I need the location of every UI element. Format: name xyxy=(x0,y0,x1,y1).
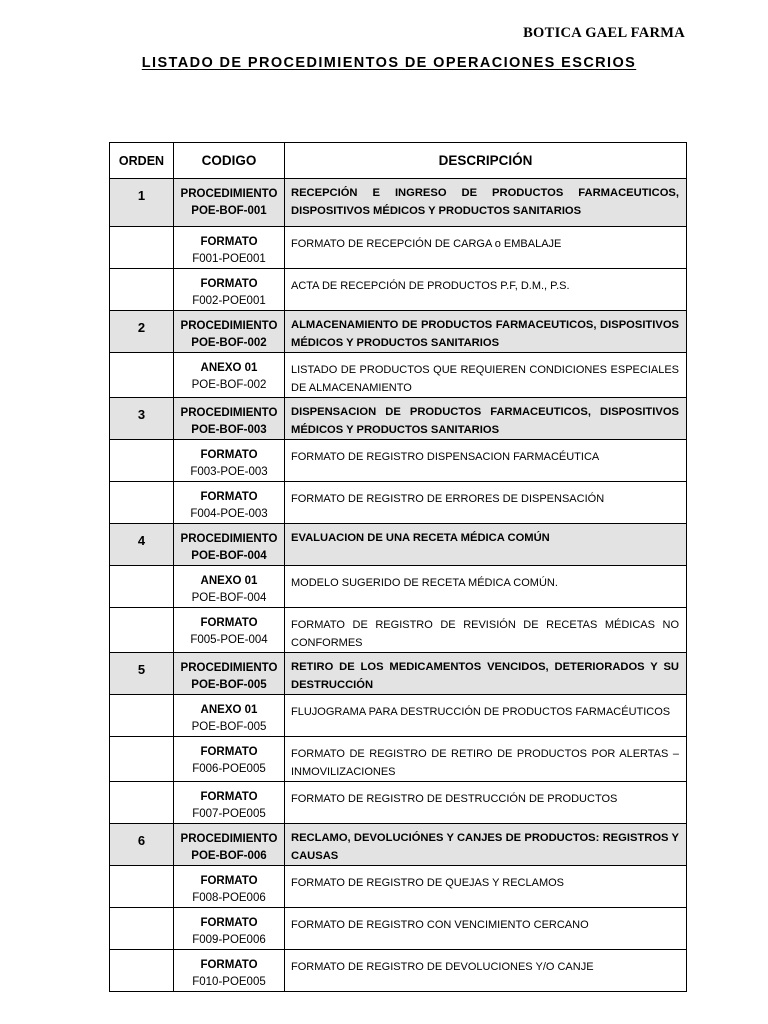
document-row xyxy=(110,608,687,653)
codigo-cell xyxy=(174,269,285,311)
orden-cell xyxy=(110,695,174,737)
code-type: PROCEDIMIENTO xyxy=(180,188,278,200)
orden-cell xyxy=(110,269,174,311)
descripcion-cell: EVALUACION DE UNA RECETA MÉDICA COMÚN xyxy=(285,524,687,566)
descripcion-cell: LISTADO DE PRODUCTOS QUE REQUIEREN CONDICIONES ESPECIALES DE ALMACENAMIENTO xyxy=(285,353,687,398)
code-type: ANEXO 01 xyxy=(200,704,258,716)
code-id: F003-POE-003 xyxy=(190,466,268,478)
codigo-cell xyxy=(174,653,285,695)
document-row xyxy=(110,353,687,398)
procedure-row xyxy=(110,824,687,866)
column-header-orden: ORDEN xyxy=(110,143,174,179)
codigo-cell xyxy=(174,482,285,524)
code-type: PROCEDIMIENTO xyxy=(180,662,278,674)
descripcion-cell: DISPENSACION DE PRODUCTOS FARMACEUTICOS, DISPOSITIVOS MÉDICOS Y PRODUCTOS SANITARIOS xyxy=(285,398,687,440)
code-id: F010-POE005 xyxy=(192,976,266,988)
orden-cell xyxy=(110,482,174,524)
orden-cell: 2 xyxy=(110,311,174,353)
procedure-row xyxy=(110,524,687,566)
codigo-cell xyxy=(174,179,285,227)
code-id: POE-BOF-003 xyxy=(191,424,267,436)
code-id: POE-BOF-002 xyxy=(191,337,267,349)
orden-cell: 4 xyxy=(110,524,174,566)
codigo-cell xyxy=(174,824,285,866)
table-header-row xyxy=(110,143,687,179)
code-type: FORMATO xyxy=(200,236,258,248)
orden-cell: 6 xyxy=(110,824,174,866)
descripcion-cell: FORMATO DE REGISTRO DE DEVOLUCIONES Y/O CANJE xyxy=(285,950,687,992)
orden-cell xyxy=(110,737,174,782)
code-id: POE-BOF-006 xyxy=(191,850,267,862)
code-type: PROCEDIMIENTO xyxy=(180,407,278,419)
codigo-cell xyxy=(174,608,285,653)
code-type: FORMATO xyxy=(200,791,258,803)
code-id: F002-POE001 xyxy=(192,295,266,307)
codigo-cell xyxy=(174,782,285,824)
codigo-cell xyxy=(174,566,285,608)
descripcion-cell: RECEPCIÓN E INGRESO DE PRODUCTOS FARMACEUTICOS, DISPOSITIVOS MÉDICOS Y PRODUCTOS SANITARIOS xyxy=(285,179,687,227)
code-type: ANEXO 01 xyxy=(200,362,258,374)
document-row xyxy=(110,227,687,269)
orden-cell xyxy=(110,353,174,398)
code-id: POE-BOF-005 xyxy=(191,721,267,733)
procedure-row xyxy=(110,179,687,227)
descripcion-cell: RECLAMO, DEVOLUCIÓNES Y CANJES DE PRODUCTOS: REGISTROS Y CAUSAS xyxy=(285,824,687,866)
code-type: PROCEDIMIENTO xyxy=(180,833,278,845)
orden-cell: 5 xyxy=(110,653,174,695)
document-row xyxy=(110,482,687,524)
codigo-cell xyxy=(174,908,285,950)
code-id: F001-POE001 xyxy=(192,253,266,265)
codigo-cell xyxy=(174,440,285,482)
descripcion-cell: FORMATO DE RECEPCIÓN DE CARGA o EMBALAJE xyxy=(285,227,687,269)
document-row xyxy=(110,695,687,737)
orden-cell xyxy=(110,866,174,908)
code-id: F009-POE006 xyxy=(192,934,266,946)
column-header-descripcion: DESCRIPCIÓN xyxy=(285,143,687,179)
code-id: POE-BOF-001 xyxy=(191,205,267,217)
code-type: ANEXO 01 xyxy=(200,575,258,587)
document-row xyxy=(110,866,687,908)
codigo-cell xyxy=(174,866,285,908)
orden-cell: 3 xyxy=(110,398,174,440)
document-row xyxy=(110,908,687,950)
code-type: FORMATO xyxy=(200,491,258,503)
code-id: POE-BOF-004 xyxy=(191,592,267,604)
descripcion-cell: FORMATO DE REGISTRO DE REVISIÓN DE RECETAS MÉDICAS NO CONFORMES xyxy=(285,608,687,653)
document-row xyxy=(110,269,687,311)
code-id: F004-POE-003 xyxy=(190,508,268,520)
procedure-row xyxy=(110,311,687,353)
orden-cell xyxy=(110,908,174,950)
codigo-cell xyxy=(174,695,285,737)
table-body xyxy=(110,179,687,992)
code-type: FORMATO xyxy=(200,959,258,971)
page-title xyxy=(0,55,768,71)
orden-cell xyxy=(110,608,174,653)
code-id: F007-POE005 xyxy=(192,808,266,820)
codigo-cell xyxy=(174,950,285,992)
orden-cell xyxy=(110,566,174,608)
codigo-cell xyxy=(174,398,285,440)
codigo-cell xyxy=(174,737,285,782)
descripcion-cell: MODELO SUGERIDO DE RECETA MÉDICA COMÚN. xyxy=(285,566,687,608)
descripcion-cell: FORMATO DE REGISTRO DE ERRORES DE DISPENSACIÓN xyxy=(285,482,687,524)
descripcion-cell: FORMATO DE REGISTRO DE RETIRO DE PRODUCTOS POR ALERTAS – INMOVILIZACIONES xyxy=(285,737,687,782)
code-id: F006-POE005 xyxy=(192,763,266,775)
codigo-cell xyxy=(174,311,285,353)
code-type: FORMATO xyxy=(200,278,258,290)
codigo-cell xyxy=(174,353,285,398)
document-row xyxy=(110,737,687,782)
orden-cell xyxy=(110,950,174,992)
document-row xyxy=(110,782,687,824)
code-id: F005-POE-004 xyxy=(190,634,268,646)
procedure-row xyxy=(110,398,687,440)
code-id: F008-POE006 xyxy=(192,892,266,904)
page-title-text: LISTADO DE PROCEDIMIENTOS DE OPERACIONES ESCRIOS xyxy=(141,55,637,71)
code-id: POE-BOF-005 xyxy=(191,679,267,691)
descripcion-cell: ACTA DE RECEPCIÓN DE PRODUCTOS P.F, D.M., P.S. xyxy=(285,269,687,311)
orden-cell xyxy=(110,440,174,482)
orden-cell: 1 xyxy=(110,179,174,227)
code-type: FORMATO xyxy=(200,449,258,461)
code-type: PROCEDIMIENTO xyxy=(180,320,278,332)
code-type: FORMATO xyxy=(200,917,258,929)
orden-cell xyxy=(110,782,174,824)
document-row xyxy=(110,566,687,608)
code-type: FORMATO xyxy=(200,617,258,629)
descripcion-cell: FLUJOGRAMA PARA DESTRUCCIÓN DE PRODUCTOS FARMACÉUTICOS xyxy=(285,695,687,737)
codigo-cell xyxy=(174,524,285,566)
descripcion-cell: FORMATO DE REGISTRO CON VENCIMIENTO CERCANO xyxy=(285,908,687,950)
code-type: PROCEDIMIENTO xyxy=(180,533,278,545)
code-type: FORMATO xyxy=(200,746,258,758)
descripcion-cell: RETIRO DE LOS MEDICAMENTOS VENCIDOS, DETERIORADOS Y SU DESTRUCCIÓN xyxy=(285,653,687,695)
procedure-row xyxy=(110,653,687,695)
procedures-table xyxy=(109,142,687,992)
code-id: POE-BOF-002 xyxy=(191,379,267,391)
descripcion-cell: ALMACENAMIENTO DE PRODUCTOS FARMACEUTICOS, DISPOSITIVOS MÉDICOS Y PRODUCTOS SANITARIOS xyxy=(285,311,687,353)
code-id: POE-BOF-004 xyxy=(191,550,267,562)
orden-cell xyxy=(110,227,174,269)
column-header-codigo: CODIGO xyxy=(174,143,285,179)
descripcion-cell: FORMATO DE REGISTRO DE QUEJAS Y RECLAMOS xyxy=(285,866,687,908)
document-row xyxy=(110,950,687,992)
code-type: FORMATO xyxy=(200,875,258,887)
company-name: BOTICA GAEL FARMA xyxy=(523,25,685,41)
codigo-cell xyxy=(174,227,285,269)
descripcion-cell: FORMATO DE REGISTRO DISPENSACION FARMACÉUTICA xyxy=(285,440,687,482)
descripcion-cell: FORMATO DE REGISTRO DE DESTRUCCIÓN DE PRODUCTOS xyxy=(285,782,687,824)
document-row xyxy=(110,440,687,482)
